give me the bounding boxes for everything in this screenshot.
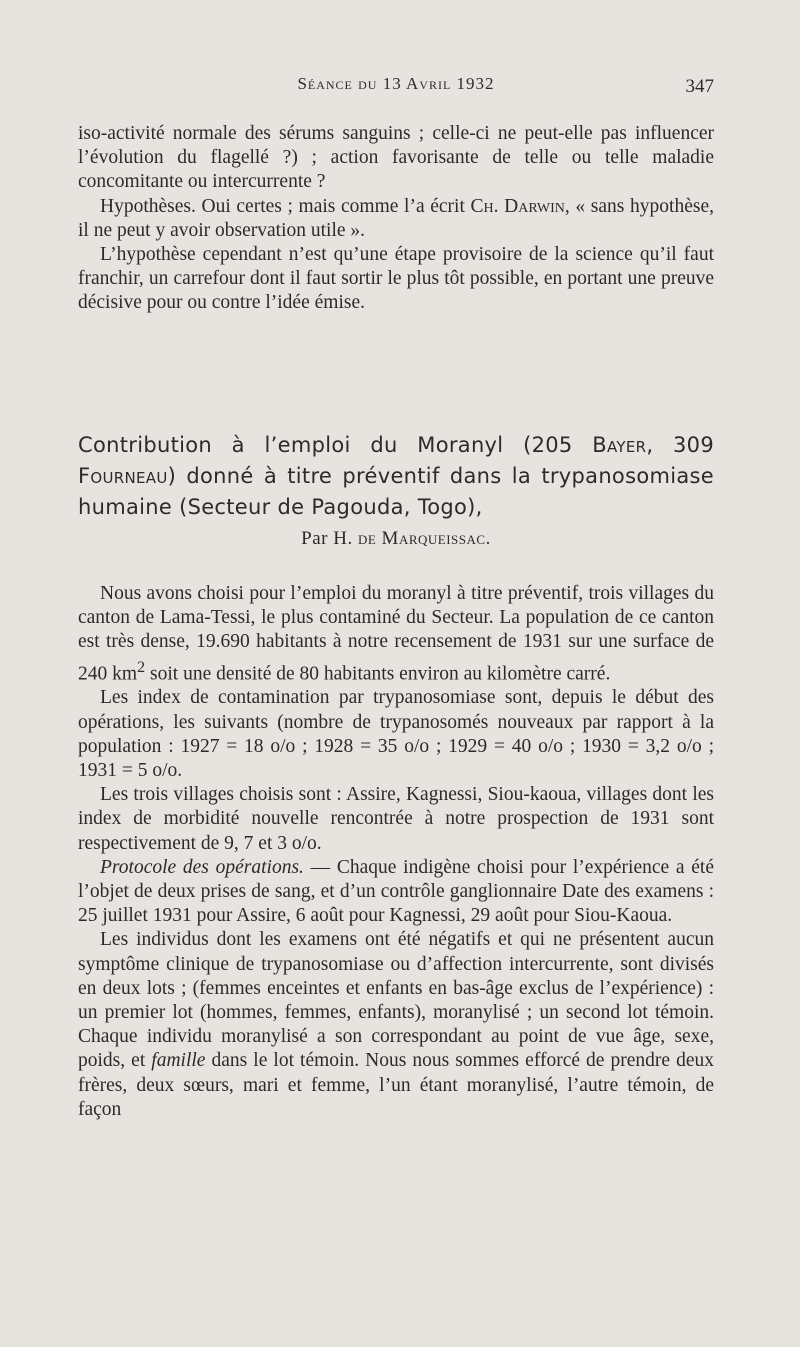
article-author bbox=[78, 528, 714, 550]
article-body bbox=[78, 582, 714, 1122]
article-title bbox=[78, 430, 714, 523]
page-header bbox=[78, 74, 714, 104]
intro-paragraph-3: L’hypothèse cependant n’est qu’une étape provisoire de la science qu’il faut franchir, un carrefour dont il faut sortir le plus tôt possible, en portant une preuve décisive pour ou contre l’idée émise. bbox=[78, 244, 714, 314]
body-paragraph-2: Les index de contamination par trypanosomiase sont, depuis le début des opérations, les suivants (nombre de trypanosomés nouveaux par rapport à la population : 1927 = 18 o/o ; 1928 = 35 o/o ; 1929 = 40 o/o ; 1930 = 3,2 o/o ; 1931 = 5 o/o. bbox=[78, 687, 714, 781]
body-p5-text-b: dans le lot témoin. Nous nous sommes efforcé de prendre deux frères, deux sœurs, mari et femme, l’un étant moranylisé, l’autre témoin, de façon bbox=[78, 1050, 714, 1120]
author-name: de Marqueissac. bbox=[357, 528, 491, 549]
title-text-2: , 309 bbox=[646, 433, 715, 457]
superscript-2: 2 bbox=[137, 657, 146, 676]
protocol-heading: Protocole des opérations. bbox=[100, 856, 304, 878]
author-prefix: Par H. bbox=[301, 528, 358, 549]
intro-paragraph-1: iso-activité normale des sérums sanguins ; celle-ci ne peut-elle pas influencer l’évolution du flagellé ?) ; action favorisante de telle ou telle maladie concomitante ou intercurrente ? bbox=[78, 123, 714, 193]
title-text-1: Contribution à l’emploi du Moranyl (205 bbox=[78, 433, 593, 457]
title-bayer: Bayer bbox=[592, 433, 647, 457]
body-p4-text: — Chaque indigène choisi pour l’expérience a été l’objet de deux prises de sang, et d’un contrôle ganglionnaire Date des examens : 25 juillet 1931 pour Assire, 6 août pour Kagnessi, 29 août pour Siou-Kaoua. bbox=[78, 856, 714, 927]
body-paragraph-5 bbox=[78, 928, 714, 1122]
intro-section bbox=[78, 122, 714, 316]
intro-paragraph-2 bbox=[78, 195, 714, 243]
intro-p2-text-a: Hypothèses. Oui certes ; mais comme l’a écrit bbox=[100, 195, 471, 217]
title-fourneau: Fourneau bbox=[78, 464, 168, 488]
body-p5-text-a: Les individus dont les examens ont été négatifs et qui ne présentent aucun symptôme clinique de trypanosomiase ou d’affection intercurrente, sont divisés en deux lots ; (femmes enceintes et enfants en bas-âge exclus de l’expérience) : un premier lot (hommes, femmes, enfants), moranylisé ; un second lot témoin. Chaque individu moranylisé a son correspondant au point de vue âge, sexe, poids, et bbox=[78, 929, 714, 1072]
body-paragraph-1 bbox=[78, 582, 714, 686]
body-p1-text-b: soit une densité de 80 habitants environ au kilomètre carré. bbox=[145, 663, 611, 685]
body-paragraph-4 bbox=[78, 856, 714, 929]
running-head: Séance du 13 Avril 1932 bbox=[297, 74, 495, 93]
page-number: 347 bbox=[685, 76, 714, 97]
title-text-3: ) donné à titre préventif dans la trypanosomiase humaine (Secteur de Pagouda, Togo), bbox=[78, 464, 714, 519]
darwin-name: Ch. Darwin bbox=[470, 195, 565, 217]
intro-p2-text-b: , « sans hypothèse, il ne peut y avoir observation utile ». bbox=[78, 195, 714, 241]
famille-word: famille bbox=[151, 1050, 206, 1072]
body-paragraph-3: Les trois villages choisis sont : Assire, Kagnessi, Siou-kaoua, villages dont les index de morbidité nouvelle rencontrée à notre prospection de 1931 sont respectivement de 9, 7 et 3 o/o. bbox=[78, 784, 714, 854]
body-p1-text-a: Nous avons choisi pour l’emploi du moranyl à titre préventif, trois villages du canton de Lama-Tessi, le plus contaminé du Secteur. La population de ce canton est très dense, 19.690 habitants à notre recensement de 1931 sur une surface de 240 km bbox=[78, 583, 714, 685]
